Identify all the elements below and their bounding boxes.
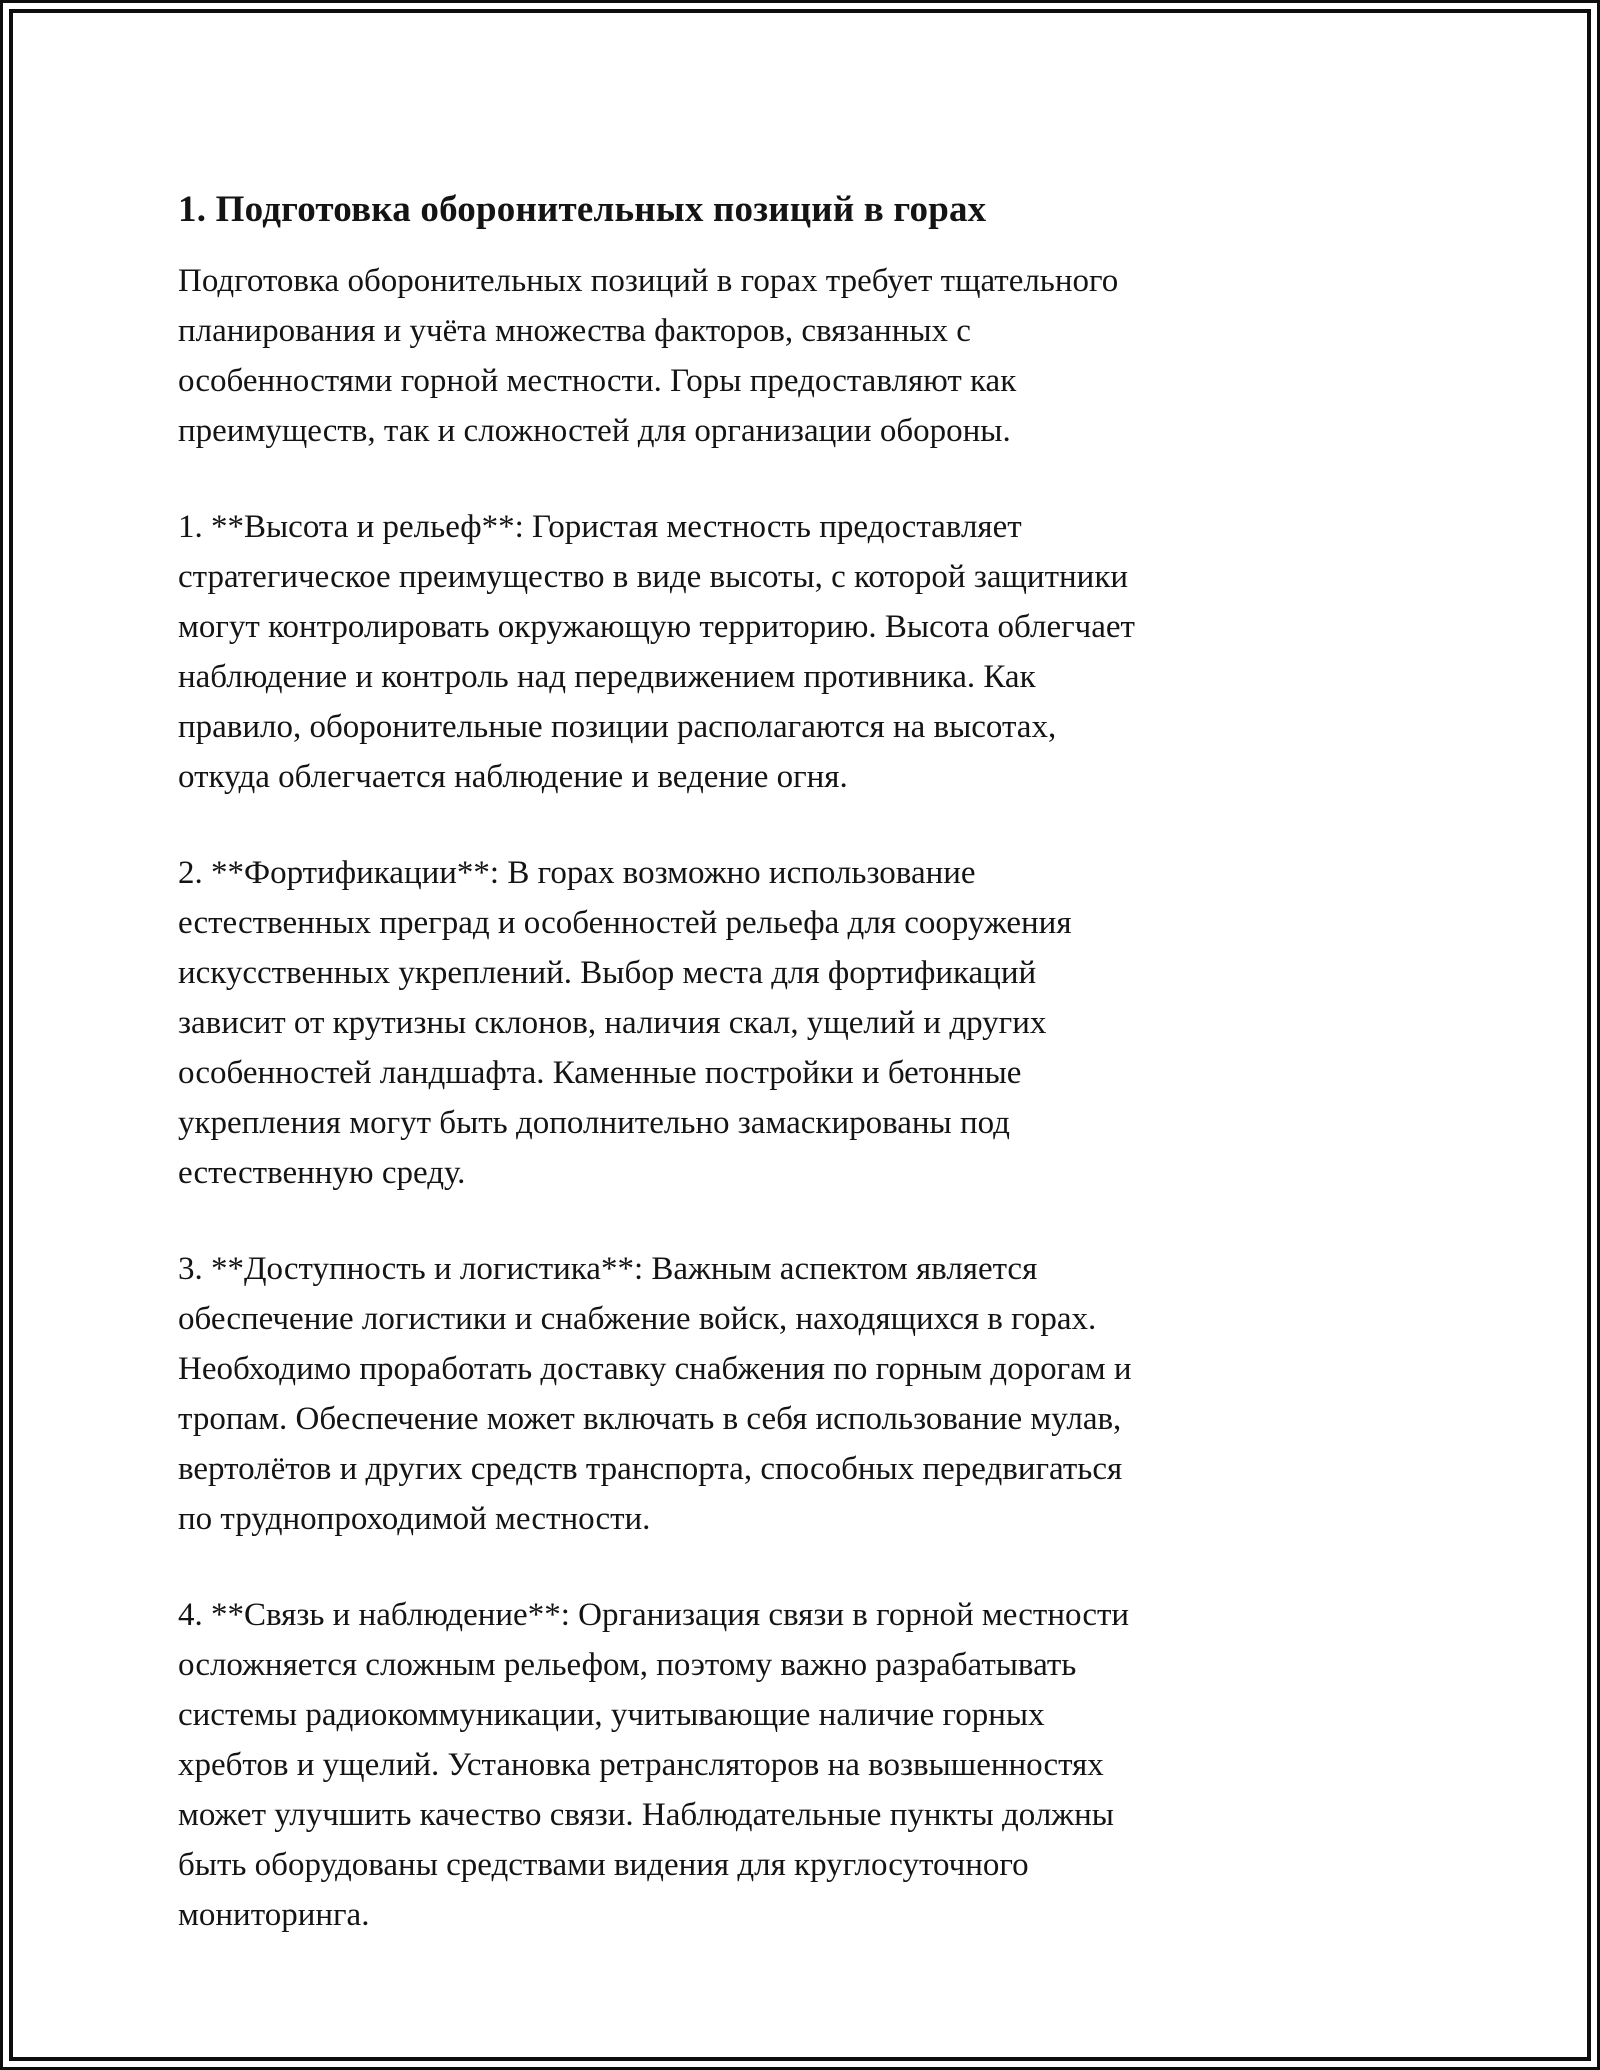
intro-paragraph: Подготовка оборонительных позиций в горах требует тщательного планирования и учёта множества факторов, связанных с особенностями горной местности. Горы предоставляют как преимуществ, так и сложностей для организации обороны.	[178, 263, 1119, 449]
list-item-accessibility-logistics: 3. **Доступность и логистика**: Важным аспектом является обеспечение логистики и снабжение войск, находящихся в горах. Необходимо проработать доставку снабжения по горным дорогам и тропам. Обеспечение может включать в себя использование мулав, вертолётов и других средств транспорта, способных передвигаться по труднопроходимой местности.	[178, 1251, 1132, 1537]
list-item-communication-observation: 4. **Связь и наблюдение**: Организация связи в горной местности осложняется сложным рельефом, поэтому важно разрабатывать системы радиокоммуникации, учитывающие наличие горных хребтов и ущелий. Установка ретрансляторов на возвышенностях может улучшить качество связи. Наблюдательные пункты должны быть оборудованы средствами видения для круглосуточного мониторинга.	[178, 1597, 1130, 1933]
list-item-fortifications: 2. **Фортификации**: В горах возможно использование естественных преград и особенностей рельефа для сооружения искусственных укреплений. Выбор места для фортификаций зависит от крутизны склонов, наличия скал, ущелий и других особенностей ландшафта. Каменные постройки и бетонные укрепления могут быть дополнительно замаскированы под естественную среду.	[178, 855, 1072, 1191]
document-content	[178, 186, 1146, 1986]
list-item-height-and-relief: 1. **Высота и рельеф**: Гористая местность предоставляет стратегическое преимущество в виде высоты, с которой защитники могут контролировать окружающую территорию. Высота облегчает наблюдение и контроль над передвижением противника. Как правило, оборонительные позиции располагаются на высотах, откуда облегчается наблюдение и ведение огня.	[178, 509, 1135, 795]
document-title: 1. Подготовка оборонительных позиций в горах	[178, 189, 987, 230]
